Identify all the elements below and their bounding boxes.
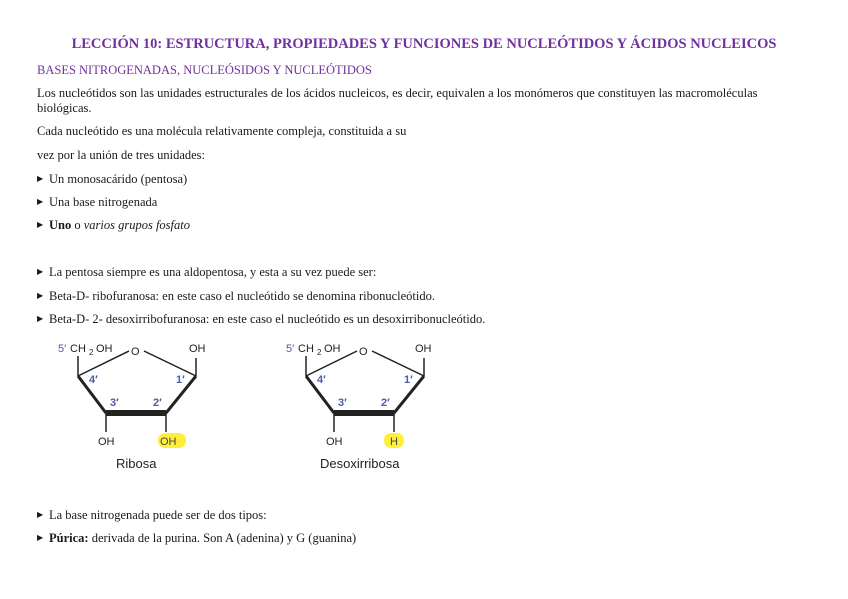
deoxyribose-ring-oxygen: O bbox=[359, 346, 368, 358]
deoxyribose-c3-group: OH bbox=[326, 436, 343, 448]
deoxyribose-ch2oh-ch: CH bbox=[298, 343, 314, 355]
deoxyribose-c4-label: 4′ bbox=[317, 374, 326, 386]
list-item-pentose-intro: ▶ La pentosa siempre es una aldopentosa, y esta a su vez puede ser: bbox=[37, 265, 377, 279]
intro-paragraph-line-1: Los nucleótidos son las unidades estructurales de los ácidos nucleicos, es decir, equivalen a los monómeros que constituyen las macromoléculas bbox=[37, 86, 758, 100]
ribose-c5-label: 5′ bbox=[58, 343, 67, 355]
composition-line-1: Cada nucleótido es una molécula relativamente compleja, constituida a su bbox=[37, 124, 407, 138]
ribose-c3-group: OH bbox=[98, 436, 115, 448]
intro-paragraph-line-2: biológicas. bbox=[37, 101, 92, 115]
deoxyribose-c3-label: 3′ bbox=[338, 397, 347, 409]
list-item-ribofuranose: ▶ Beta-D- ribofuranosa: en este caso el nucleótido se denomina ribonucleótido. bbox=[37, 289, 435, 303]
ribose-structure-diagram bbox=[50, 336, 230, 456]
deoxyribose-c2-group: H bbox=[390, 436, 398, 448]
ribose-ch2oh-ch: CH bbox=[70, 343, 86, 355]
list-item-base-types: ▶ La base nitrogenada puede ser de dos tipos: bbox=[37, 508, 267, 522]
section-subtitle: BASES NITROGENADAS, NUCLEÓSIDOS Y NUCLEÓTIDOS bbox=[37, 63, 372, 77]
bullet-icon: ▶ bbox=[37, 533, 44, 542]
deoxyribose-c2-label: 2′ bbox=[381, 397, 390, 409]
deoxyribose-c1-label: 1′ bbox=[404, 374, 413, 386]
composition-line-2: vez por la unión de tres unidades: bbox=[37, 148, 206, 162]
deoxyribose-ch2oh-sub: 2 bbox=[317, 348, 322, 357]
bullet-icon: ▶ bbox=[37, 314, 44, 323]
list-item-base: ▶ Una base nitrogenada bbox=[37, 195, 158, 209]
ribose-name: Ribosa bbox=[116, 456, 157, 471]
ribose-c2-label: 2′ bbox=[153, 397, 162, 409]
ribose-c4-label: 4′ bbox=[89, 374, 98, 386]
deoxyribose-ch2oh-oh: OH bbox=[324, 343, 341, 355]
deoxyribose-name: Desoxirribosa bbox=[320, 456, 400, 471]
list-item-deoxyribofuranose: ▶ Beta-D- 2- desoxirribofuranosa: en este caso el nucleótido es un desoxirribonucleótido. bbox=[37, 312, 486, 326]
bullet-icon: ▶ bbox=[37, 291, 44, 300]
bullet-icon: ▶ bbox=[37, 220, 44, 229]
ribose-ch2oh-sub: 2 bbox=[89, 348, 94, 357]
deoxyribose-c5-label: 5′ bbox=[286, 343, 295, 355]
ribose-ch2oh-oh: OH bbox=[96, 343, 113, 355]
document-title: LECCIÓN 10: ESTRUCTURA, PROPIEDADES Y FUNCIONES DE NUCLEÓTIDOS Y ÁCIDOS NUCLEICOS bbox=[71, 36, 777, 52]
bullet-icon: ▶ bbox=[37, 197, 44, 206]
list-item-purine: ▶ Púrica: derivada de la purina. Son A (adenina) y G (guanina) bbox=[37, 531, 357, 545]
ribose-c3-label: 3′ bbox=[110, 397, 119, 409]
bullet-icon: ▶ bbox=[37, 267, 44, 276]
ribose-ring-oxygen: O bbox=[131, 346, 140, 358]
bullet-icon: ▶ bbox=[37, 510, 44, 519]
bullet-icon: ▶ bbox=[37, 174, 44, 183]
ribose-anomeric-oh: OH bbox=[189, 343, 206, 355]
ribose-c1-label: 1′ bbox=[176, 374, 185, 386]
list-item-monosaccharide: ▶ Un monosacárido (pentosa) bbox=[37, 172, 188, 186]
deoxyribose-structure-diagram bbox=[278, 336, 458, 456]
deoxyribose-anomeric-oh: OH bbox=[415, 343, 432, 355]
ribose-c2-group: OH bbox=[160, 436, 177, 448]
list-item-phosphate: ▶ Uno o varios grupos fosfato bbox=[37, 218, 190, 232]
